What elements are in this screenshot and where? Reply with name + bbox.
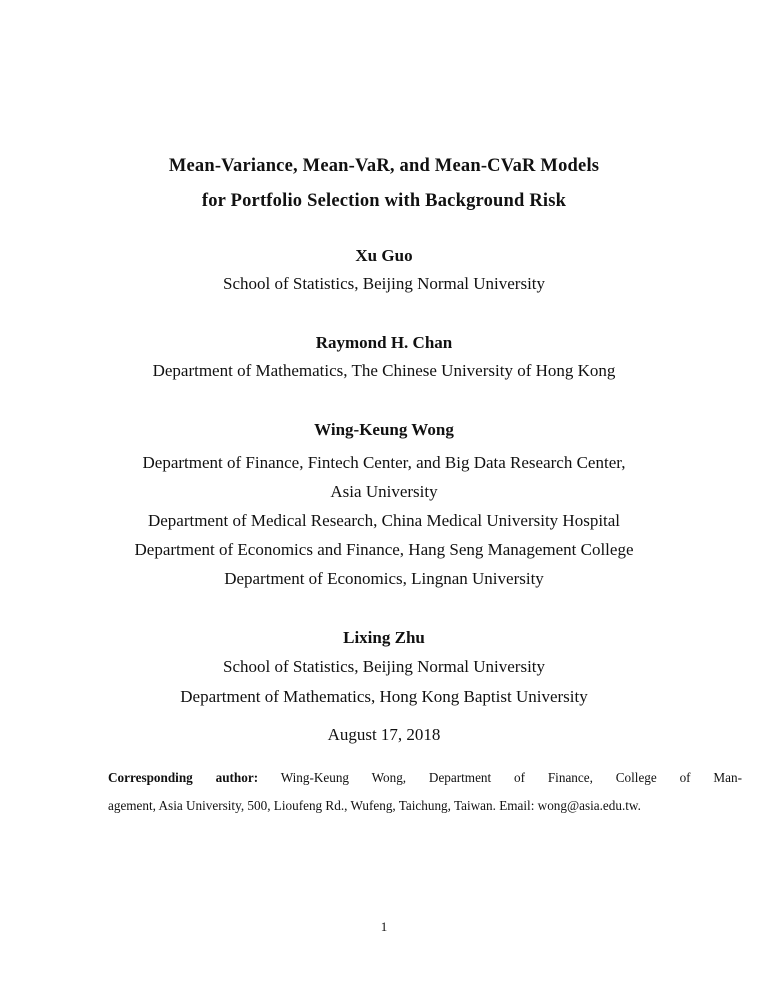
author-name: Wing-Keung Wong [314, 420, 454, 439]
author-name: Raymond H. Chan [315, 333, 453, 352]
paper-date: August 17, 2018 [327, 725, 441, 744]
author-affiliation: Asia University [330, 482, 438, 501]
author-name: Lixing Zhu [343, 628, 425, 647]
author-affiliation: Department of Mathematics, Hong Kong Baptist University [180, 687, 588, 706]
paper-title-line-1: Mean-Variance, Mean-VaR, and Mean-CVaR Models [168, 156, 600, 176]
author-name: Xu Guo [355, 246, 413, 265]
corresponding-author-text: Wing-Keung Wong, Department of Finance, College of Man- [280, 770, 742, 785]
corresponding-author-label: Corresponding author: [108, 770, 259, 785]
author-affiliation: Department of Medical Research, China Medical University Hospital [147, 511, 621, 530]
author-affiliation: Department of Economics, Lingnan University [224, 569, 544, 588]
corresponding-author-line-2: agement, Asia University, 500, Lioufeng Rd., Wufeng, Taichung, Taiwan. Email: wong@asia.edu.tw. [108, 798, 641, 813]
page-number: 1 [380, 919, 388, 934]
author-affiliation: Department of Mathematics, The Chinese University of Hong Kong [152, 361, 616, 380]
author-affiliation: School of Statistics, Beijing Normal University [222, 274, 546, 293]
author-affiliation: Department of Finance, Fintech Center, and Big Data Research Center, [142, 453, 626, 472]
author-affiliation: Department of Economics and Finance, Hang Seng Management College [134, 540, 634, 559]
corresponding-author-line-1 [108, 770, 742, 786]
author-affiliation: School of Statistics, Beijing Normal University [222, 657, 546, 676]
paper-title-line-2: for Portfolio Selection with Background Risk [201, 191, 567, 211]
